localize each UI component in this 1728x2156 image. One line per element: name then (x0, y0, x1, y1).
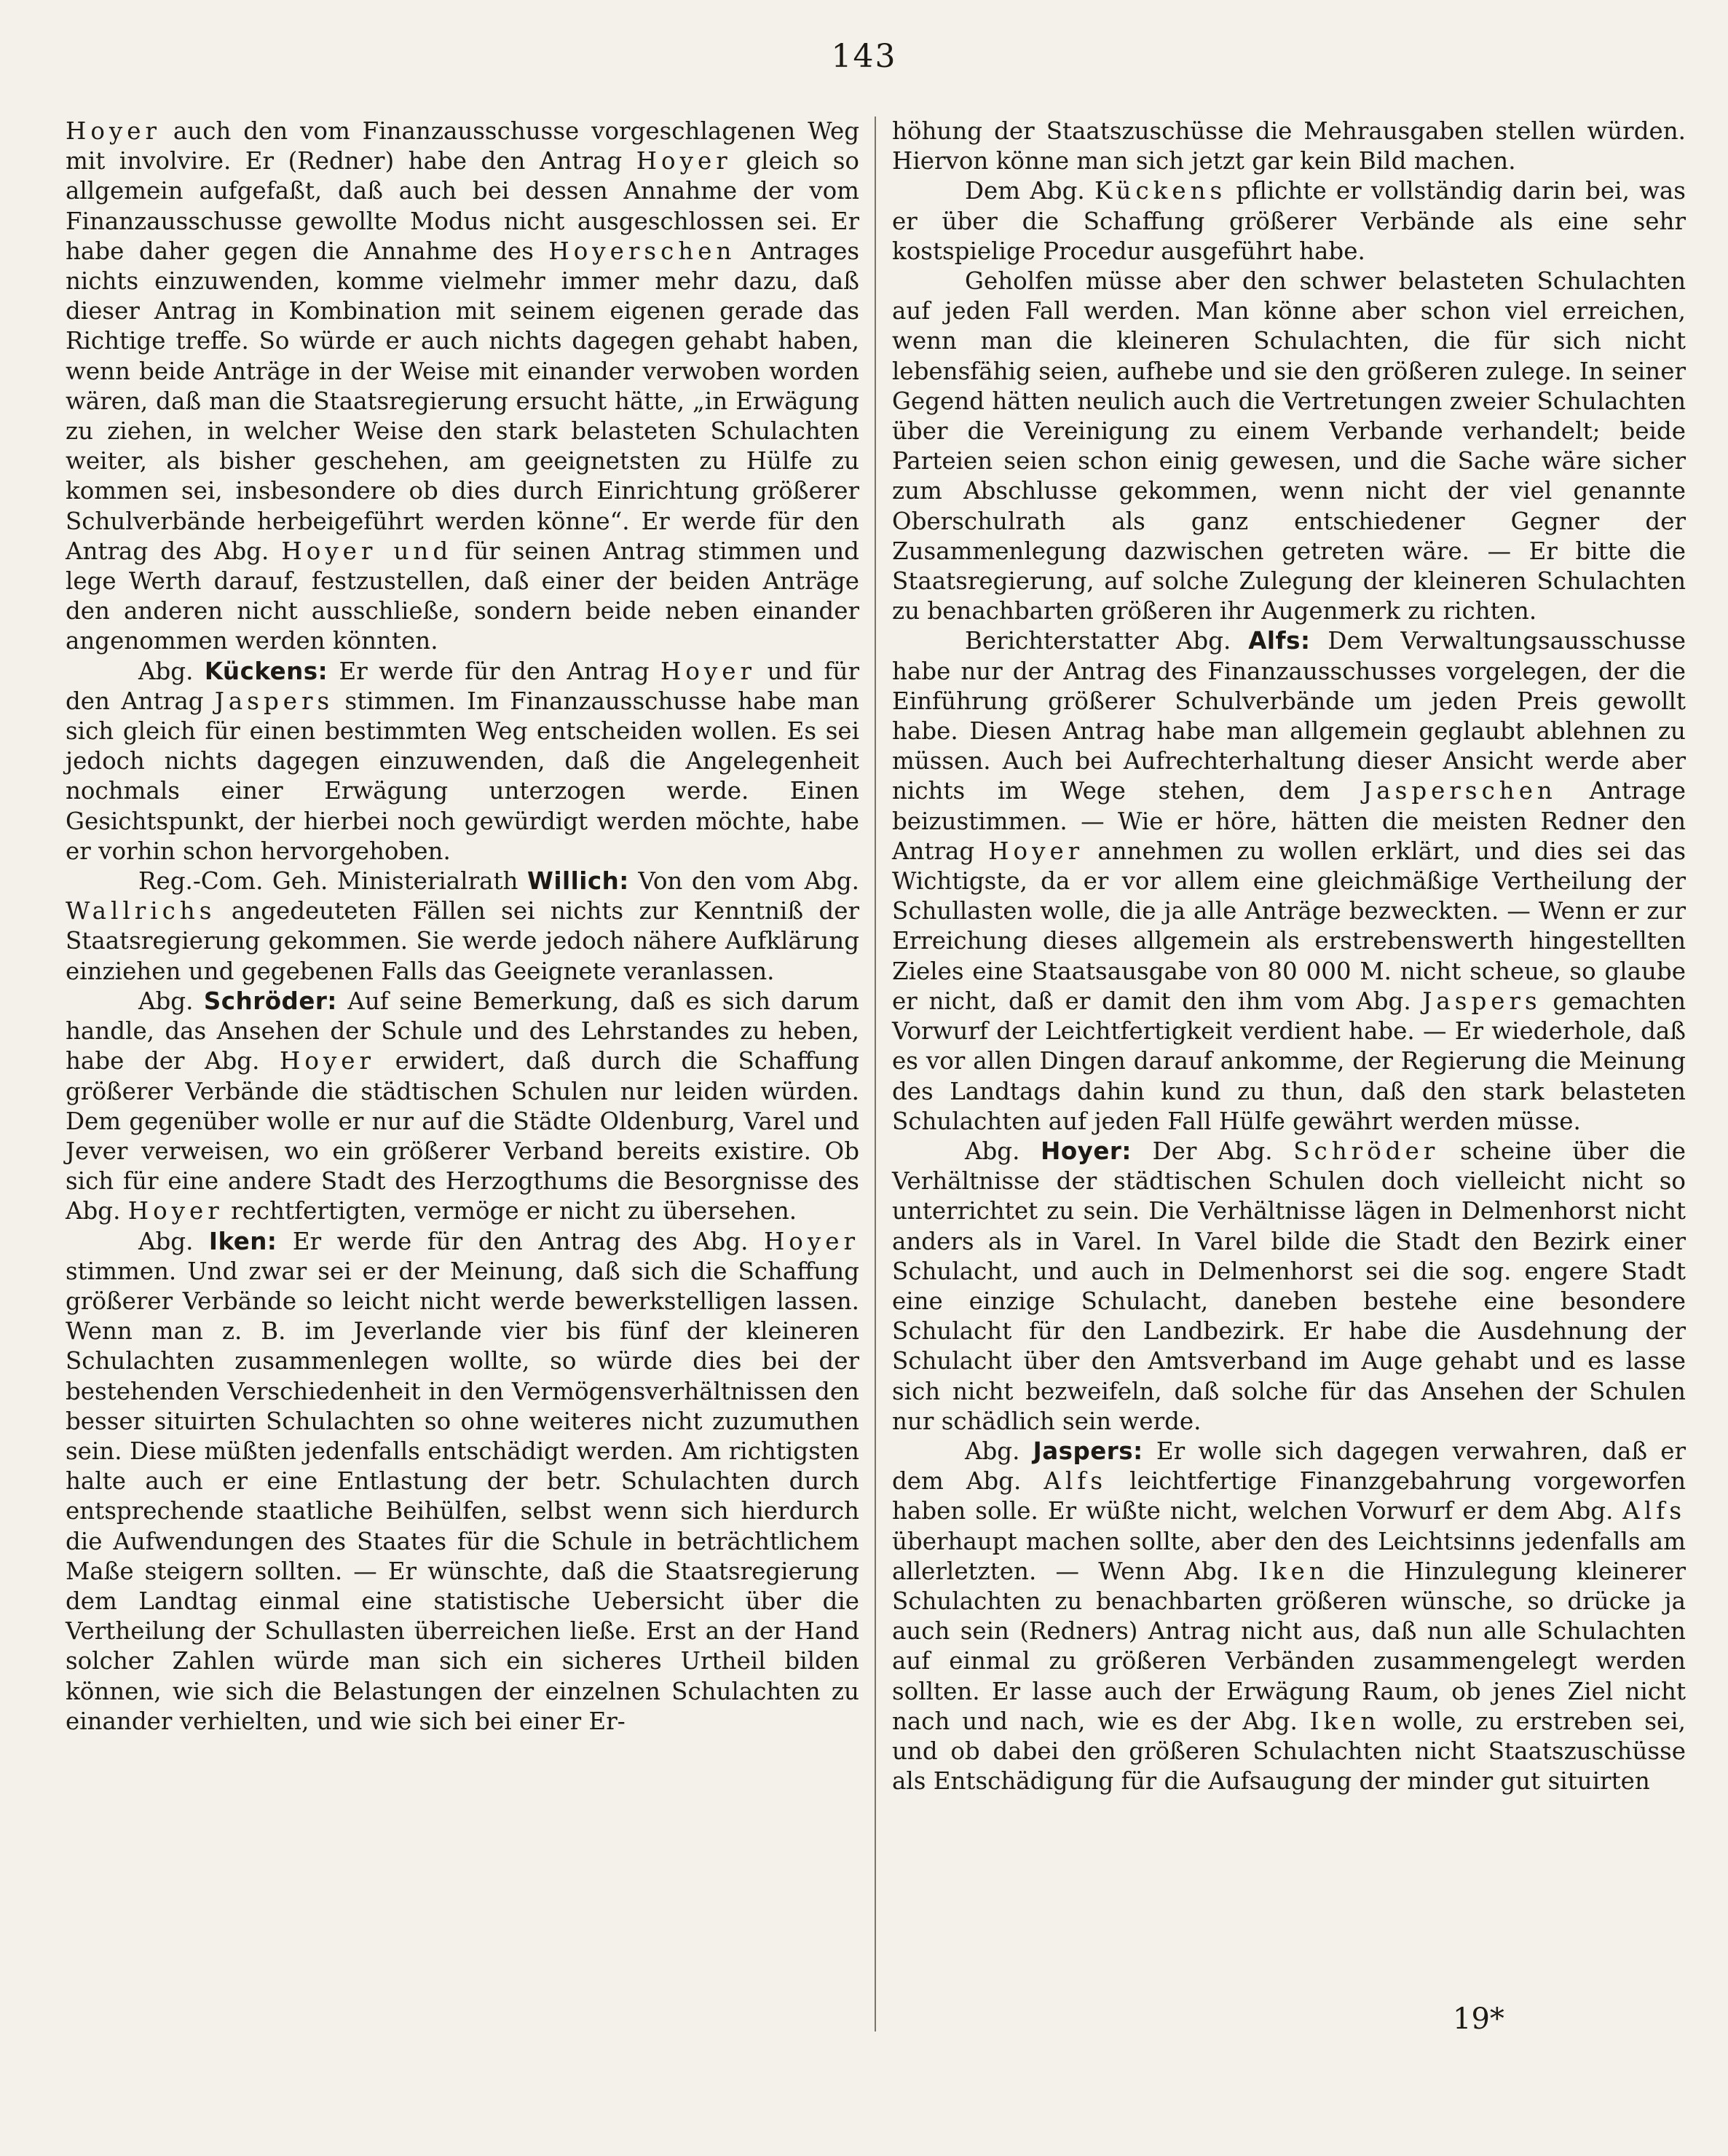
spaced-name: Wallrichs (66, 897, 216, 925)
text-run: Abg. (138, 1227, 209, 1255)
text-run: annehmen zu wollen erklärt, und dies sei das Wichtigste, da er vor allem eine gleichmäßige Vertheilung der Schullasten wolle, die ja alle Anträge bezweckten. — Wenn er zur Erreichung dieses allgemein als erstrebenswerth hingestellten Zieles eine Staatsausgabe von 80 000 M. nicht scheue, so glaube er nicht, daß er damit den ihm vom Abg. (892, 837, 1686, 1015)
text-run: angedeuteten Fällen sei nichts zur Kenntniß der Staatsregierung gekommen. Sie werde jedoch nähere Aufklärung einziehen und gegebenen Falls das Geeignete veranlassen. (66, 897, 859, 985)
text-run: Er werde für den Antrag (328, 657, 660, 685)
spaced-name: Hoyer (763, 1227, 859, 1255)
text-run: Berichterstatter Abg. (965, 627, 1249, 655)
paragraph (892, 117, 1686, 176)
spaced-name: Hoyer (279, 1047, 376, 1075)
spaced-name: Schröder (1293, 1137, 1440, 1165)
column-divider (875, 117, 876, 2031)
spaced-name: Hoyer und (281, 537, 453, 565)
text-run: stimmen. Im Finanzausschusse habe man sich gleich für einen bestimmten Weg entscheiden wollen. Es sei jedoch nichts dagegen einzuwenden, daß die Angelegenheit nochmals einer Erwägung unterzogen werde. Einen Gesichtspunkt, der hierbei noch gewürdigt werden möchte, habe er vorhin schon hervorgehoben. (66, 687, 859, 865)
paragraph (66, 657, 859, 866)
text-run: Abg. (138, 987, 204, 1015)
paragraph (892, 1137, 1686, 1437)
paragraph (892, 1437, 1686, 1796)
text-run: Dem Verwaltungsausschusse habe nur der Antrag des Finanzausschusses vorgelegen, der die Einführung größerer Schulverbände um jeden Preis gewollt habe. Diesen Antrag habe man allgemein geglaubt ablehnen zu müssen. Auch bei Aufrechterhaltung dieser Ansicht werde aber nichts im Wege stehen, dem (892, 627, 1686, 805)
paragraph (66, 987, 859, 1227)
spaced-name: Jasperschen (1362, 777, 1557, 805)
text-run: auch den vom Finanzausschusse vorgeschlagenen Weg mit involvire. Er (Redner) habe den Antrag (66, 117, 859, 175)
spaced-name: Hoyer (66, 117, 162, 145)
speaker-name: Kückens: (204, 657, 328, 685)
speaker-name: Iken: (208, 1227, 277, 1255)
speaker-name: Alfs: (1248, 627, 1311, 655)
right-column (892, 117, 1686, 1796)
text-run: gemachten Vorwurf der Leichtfertigkeit verdient habe. — Er wiederhole, daß es vor allen Dingen darauf ankomme, der Regierung die Meinung des Landtags dahin kund zu thun, daß den stark belasteten Schulachten auf jeden Fall Hülfe gewährt werden müsse. (892, 987, 1686, 1135)
text-run: gleich so allgemein aufgefaßt, daß auch bei dessen Annahme der vom Finanzausschusse gewollte Modus nicht ausgeschlossen sei. Er habe daher gegen die Annahme des (66, 147, 859, 265)
spaced-name: Jaspers (1422, 987, 1542, 1015)
spaced-name: Alfs (1622, 1497, 1686, 1525)
spaced-name: Iken (1258, 1557, 1329, 1585)
spaced-name: Hoyer (988, 837, 1084, 865)
text-run: Reg.-Com. Geh. Ministerialrath (138, 867, 527, 896)
text-run: erwidert, daß durch die Schaffung größerer Verbände die städtischen Schulen nur leiden würden. Dem gegenüber wolle er nur auf die Städte Oldenburg, Varel und Jever verweisen, wo ein größerer Verband bereits existire. Ob sich für eine andere Stadt des Herzogthums die Besorgnisse des Abg. (66, 1047, 859, 1225)
text-run: rechtfertigten, vermöge er nicht zu übersehen. (223, 1197, 797, 1225)
paragraph (66, 1227, 859, 1737)
paragraph (892, 176, 1686, 266)
spaced-name: Hoyer (127, 1197, 224, 1225)
paragraph (892, 626, 1686, 1136)
spaced-name: Hoyer (660, 657, 757, 685)
page-number: 143 (831, 38, 897, 75)
text-run: wolle, zu erstreben sei, und ob dabei den größeren Schulachten nicht Staatszuschüsse als Entschädigung für die Aufsaugung der minder gut situirten (892, 1707, 1686, 1796)
text-run: Antrages nichts einzuwenden, komme vielmehr immer mehr dazu, daß dieser Antrag in Kombination mit seinem eigenen gerade das Richtige treffe. So würde er auch nichts dagegen gehabt haben, wenn beide Anträge in der Weise mit einander verwoben worden wären, daß man die Staatsregierung ersucht hätte, „in Erwägung zu ziehen, in welcher Weise den stark belasteten Schulachten weiter, als bisher geschehen, am geeignetsten zu Hülfe zu kommen sei, insbesondere ob dies durch Einrichtung größerer Schulverbände herbeigeführt werden könne“. Er werde für den Antrag des Abg. (66, 237, 860, 565)
text-run: Abg. (965, 1437, 1033, 1465)
paragraph (66, 866, 859, 987)
text-run: Abg. (965, 1137, 1041, 1165)
text-run: höhung der Staatszuschüsse die Mehrausgaben stellen würden. Hiervon könne man sich jetzt gar kein Bild machen. (892, 117, 1686, 175)
text-run: Geholfen müsse aber den schwer belasteten Schulachten auf jeden Fall werden. Man könne aber schon viel erreichen, wenn man die kleineren Schulachten, die für sich nicht lebensfähig seien, aufhebe und sie den größeren zulege. In seiner Gegend hätten neulich auch die Vertretungen zweier Schulachten über die Vereinigung zu einem Verbande verhandelt; beide Parteien seien schon einig gewesen, und die Sache wäre sicher zum Abschlusse gekommen, wenn nicht der viel genannte Oberschulrath als ganz entschiedener Gegner der Zusammenlegung dazwischen getreten wäre. — Er bitte die Staatsregierung, auf solche Zulegung der kleineren Schulachten zu benachbarten größeren ihr Augenmerk zu richten. (892, 267, 1686, 625)
text-run: Dem Abg. (965, 177, 1094, 205)
text-run: für seinen Antrag stimmen und lege Werth darauf, festzustellen, daß einer der beiden Anträge den anderen nicht ausschließe, sondern beide neben einander angenommen werden könnten. (66, 537, 859, 655)
text-run: stimmen. Und zwar sei er der Meinung, daß sich die Schaffung größerer Verbände so leicht nicht werde bewerkstelligen lassen. Wenn man z. B. im Jeverlande vier bis fünf der kleineren Schulachten zusammenlegen wollte, so würde dies bei der bestehenden Verschiedenheit in den Vermögensverhältnissen den besser situirten Schulachten so ohne weiteres nicht zuzumuthen sein. Diese müßten jedenfalls entschädigt werden. Am richtigsten halte auch er eine Entlastung der betr. Schulachten durch entsprechende staatliche Beihülfen, selbst wenn sich hierdurch die Aufwendungen des Staates für die Schule in beträchtlichem Maße steigern sollten. — Er wünschte, daß die Staatsregierung dem Landtag einmal eine statistische Uebersicht über die Vertheilung der Schullasten überreichen ließe. Erst an der Hand solcher Zahlen würde man sich ein sicheres Urtheil bilden können, wie sich die Belastungen der einzelnen Schulachten zu einander verhielten, und wie sich bei einer Er- (66, 1257, 859, 1735)
text-run: Er wolle sich dagegen verwahren, daß er dem Abg. (892, 1437, 1686, 1496)
text-run: überhaupt machen sollte, aber den des Leichtsinns jedenfalls am allerletzten. — Wenn Abg. (892, 1527, 1686, 1585)
text-run: Abg. (138, 657, 205, 685)
text-run: pflichte er vollständig darin bei, was er über die Schaffung größerer Verbände als eine sehr kostspielige Procedur ausgeführt habe. (892, 177, 1686, 265)
spaced-name: Hoyerschen (548, 237, 736, 265)
text-run: Auf seine Bemerkung, daß es sich darum handle, das Ansehen der Schule und des Lehrstandes zu heben, habe der Abg. (66, 987, 859, 1075)
paragraph (892, 266, 1686, 626)
speaker-name: Schröder: (203, 987, 337, 1015)
spaced-name: Jaspers (214, 687, 334, 715)
text-run: leichtfertige Finanzgebahrung vorgeworfen haben solle. Er wüßte nicht, welchen Vorwurf er dem Abg. (892, 1467, 1686, 1525)
text-run: Von den vom Abg. (628, 867, 859, 896)
speaker-name: Hoyer: (1041, 1137, 1132, 1165)
spaced-name: Alfs (1043, 1467, 1107, 1496)
spaced-name: Kückens (1094, 177, 1227, 205)
paragraph (66, 117, 859, 657)
text-run: Der Abg. (1131, 1137, 1294, 1165)
speaker-name: Jaspers: (1033, 1437, 1143, 1465)
text-run: und für den Antrag (66, 657, 860, 715)
text-run: Er werde für den Antrag des Abg. (277, 1227, 764, 1255)
text-run: scheine über die Verhältnisse der städtischen Schulen doch vielleicht nicht so unterrichtet zu sein. Die Verhältnisse lägen in Delmenhorst nicht anders als in Varel. In Varel bilde die Stadt den Bezirk einer Schulacht, und auch in Delmenhorst sei die sog. engere Stadt eine einzige Schulacht, daneben bestehe eine besondere Schulacht für den Landbezirk. Er habe die Ausdehnung der Schulacht über den Amtsverband im Auge gehabt und es lasse sich nicht bezweifeln, daß solche für das Ansehen der Schulen nur schädlich sein werde. (892, 1137, 1686, 1435)
spaced-name: Hoyer (636, 147, 732, 175)
speaker-name: Willich: (527, 867, 629, 896)
text-run: Antrage beizustimmen. — Wie er höre, hätten die meisten Redner den Antrag (892, 777, 1686, 865)
left-column (66, 117, 859, 1737)
text-run: die Hinzulegung kleinerer Schulachten zu benachbarten größeren wünsche, so drücke ja auch sein (Redners) Antrag nicht aus, daß nun alle Schulachten auf einmal zu größeren Verbänden zusammengelegt werden sollten. Er lasse auch der Erwägung Raum, ob jenes Ziel nicht nach und nach, wie es der Abg. (892, 1557, 1686, 1735)
spaced-name: Iken (1309, 1707, 1381, 1735)
sheet-signature: 19* (1453, 2002, 1504, 2036)
